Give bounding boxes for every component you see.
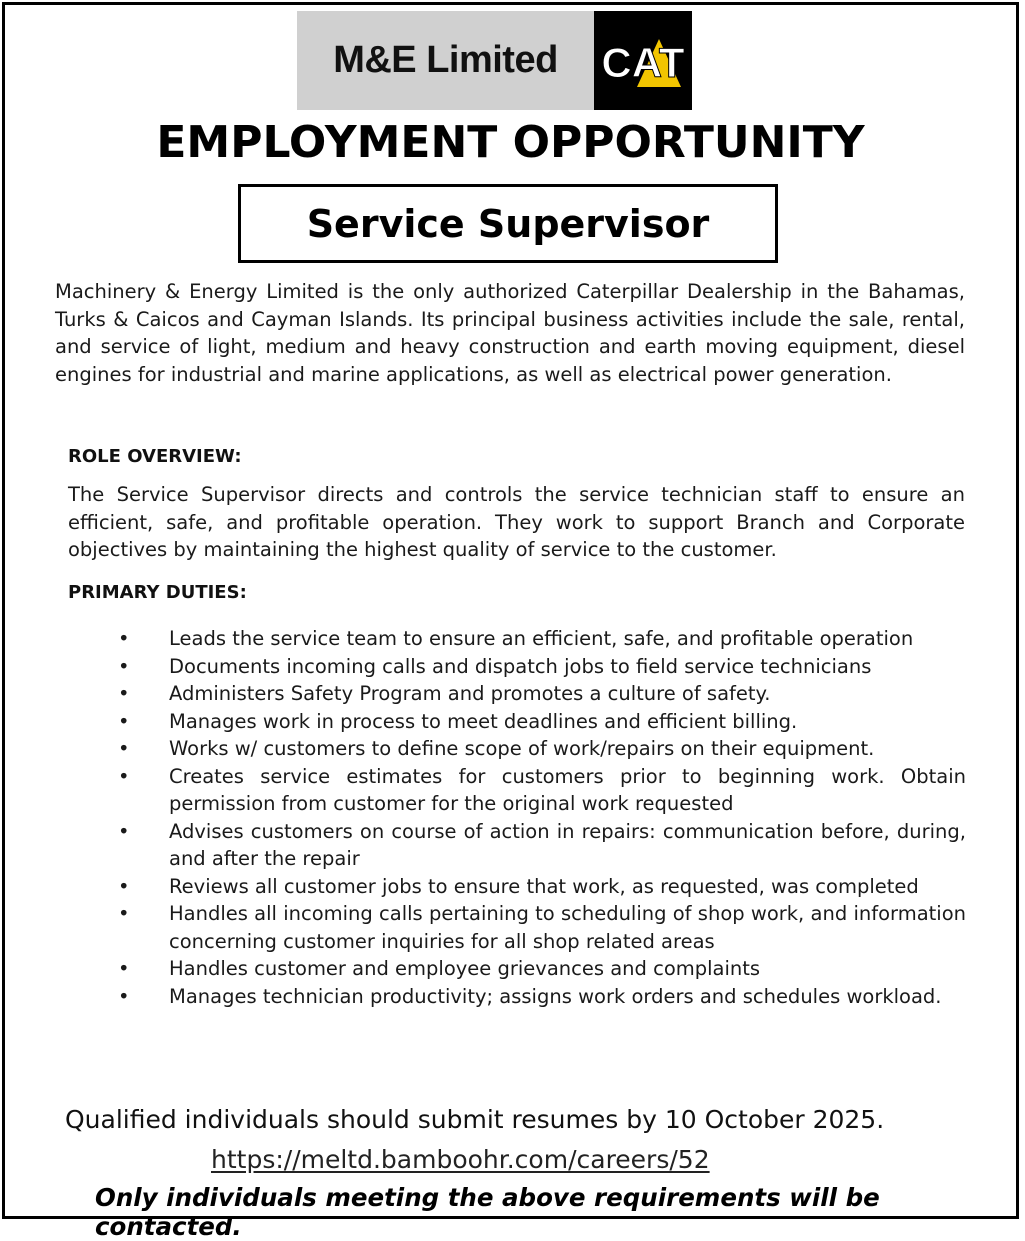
duty-text: Manages work in process to meet deadlines and efficient billing.: [169, 709, 798, 733]
bullet-icon: •: [118, 874, 130, 898]
duty-item: [5, 680, 966, 708]
cat-logo-icon: [597, 31, 689, 91]
duty-text: Reviews all customer jobs to ensure that work, as requested, was completed: [169, 874, 919, 898]
duty-text: Manages technician productivity; assigns work orders and schedules workload.: [169, 984, 942, 1008]
page-title: EMPLOYMENT OPPORTUNITY: [156, 117, 865, 168]
bullet-icon: •: [118, 819, 130, 843]
duty-item: [5, 873, 966, 901]
bullet-icon: •: [118, 654, 130, 678]
bullet-icon: •: [118, 984, 130, 1008]
duty-text: Leads the service team to ensure an efficient, safe, and profitable operation: [169, 627, 914, 650]
primary-duties-heading: PRIMARY DUTIES:: [68, 582, 247, 603]
duty-item: [5, 735, 966, 763]
duty-text: Handles all incoming calls pertaining to scheduling of shop work, and information concerning customer inquiries for all shop related areas: [169, 902, 966, 953]
duty-item: [5, 763, 966, 818]
job-title-box: [238, 184, 778, 263]
company-intro: Machinery & Energy Limited is the only authorized Caterpillar Dealership in the Bahamas, Turks & Caicos and Cayman Islands. Its principal business activities include the sale, rental, and service of light, medium and heavy construction and earth moving equipment, diesel engines for industrial and marine applications, as well as electrical power generation.: [55, 280, 965, 386]
bullet-icon: •: [118, 709, 130, 733]
duty-item: [5, 818, 966, 873]
duty-text: Works w/ customers to define scope of work/repairs on their equipment.: [169, 737, 875, 760]
duty-item: [5, 708, 966, 736]
submission-deadline: Qualified individuals should submit resumes by 10 October 2025.: [65, 1105, 885, 1134]
job-title: Service Supervisor: [306, 201, 710, 246]
duty-text: Handles customer and employee grievances and complaints: [169, 957, 761, 980]
duty-text: Advises customers on course of action in repairs: communication before, during, and after the repair: [169, 819, 966, 870]
bullet-icon: •: [118, 764, 130, 788]
bullet-icon: •: [118, 902, 130, 925]
duty-text: Creates service estimates for customers prior to beginning work. Obtain permission from customer for the original work requested: [169, 764, 966, 815]
duty-item: [5, 983, 966, 1011]
advertisement-frame: [2, 2, 1019, 1241]
contact-note: Only individuals meeting the above requirements will be contacted.: [95, 1183, 880, 1241]
company-logo: [297, 11, 692, 110]
company-logo-text: M&E Limited: [297, 11, 594, 110]
duty-item: [5, 625, 966, 653]
bullet-icon: •: [118, 627, 130, 650]
bullet-icon: •: [118, 957, 130, 980]
role-overview-heading: ROLE OVERVIEW:: [68, 446, 242, 467]
duty-item: [5, 900, 966, 955]
duty-item: [5, 955, 966, 983]
cat-logo-text: CAT: [601, 38, 685, 86]
duty-text: Documents incoming calls and dispatch jobs to field service technicians: [169, 654, 872, 678]
primary-duties-list: [5, 625, 1020, 1010]
careers-link[interactable]: https://meltd.bamboohr.com/careers/52: [211, 1145, 710, 1174]
duty-text: Administers Safety Program and promotes a culture of safety.: [169, 682, 771, 705]
role-overview-text: The Service Supervisor directs and controls the service technician staff to ensure an efficient, safe, and profitable operation. They work to support Branch and Corporate objectives by maintaining the highest quality of service to the customer.: [68, 483, 965, 561]
duty-item: [5, 653, 966, 681]
cat-logo: [594, 11, 692, 110]
bullet-icon: •: [118, 737, 130, 760]
bullet-icon: •: [118, 682, 130, 705]
